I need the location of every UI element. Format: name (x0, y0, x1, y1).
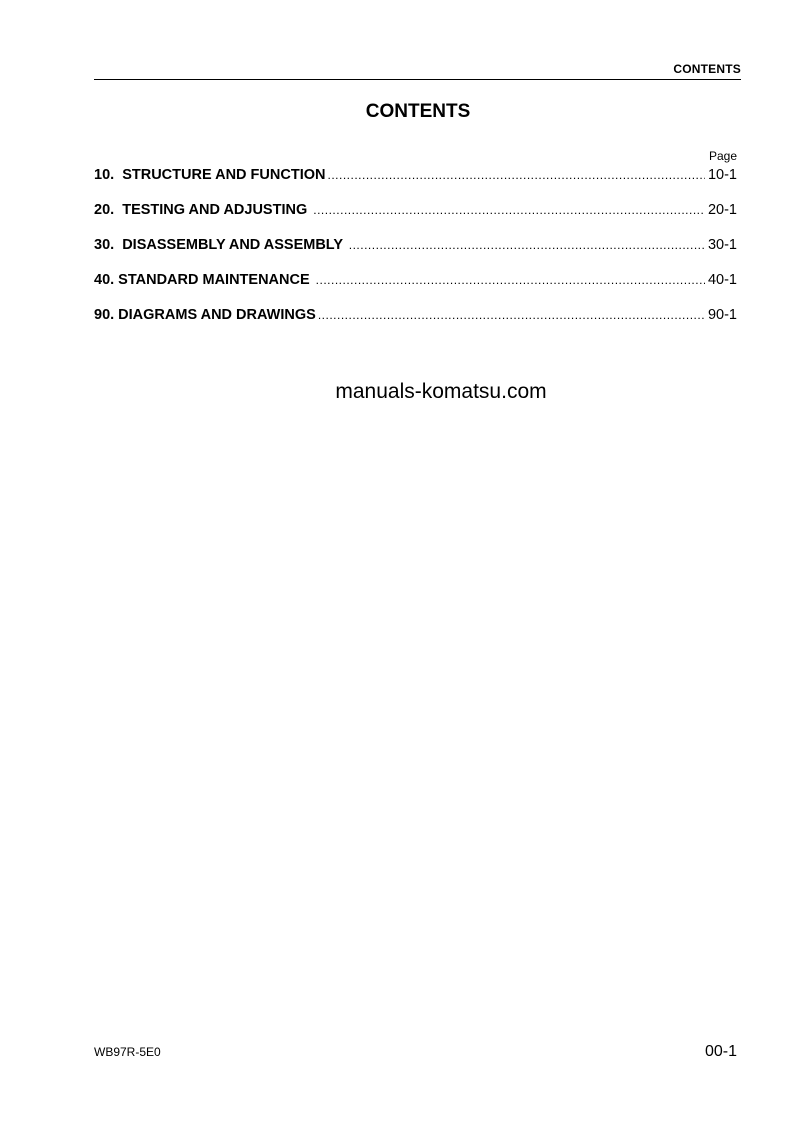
dot-leader (316, 273, 705, 287)
dot-leader (318, 308, 705, 322)
toc-entry-diagrams-and-drawings[interactable] (94, 307, 737, 342)
toc-entry-standard-maintenance[interactable] (94, 272, 737, 307)
toc-entry-title: 20. TESTING AND ADJUSTING (94, 202, 312, 218)
toc-entry-page: 20-1 (707, 202, 737, 218)
toc-entry-title: 40. STANDARD MAINTENANCE (94, 272, 314, 288)
dot-leader (327, 168, 704, 182)
toc-entry-testing-and-adjusting[interactable] (94, 202, 737, 237)
toc-entry-page: 30-1 (707, 237, 737, 253)
toc-entry-title: 10. STRUCTURE AND FUNCTION (94, 167, 326, 183)
toc-entry-page: 90-1 (707, 307, 737, 323)
footer-model-code: WB97R-5E0 (94, 1045, 161, 1059)
toc-entry-page: 10-1 (707, 167, 737, 183)
toc-entry-page: 40-1 (707, 272, 737, 288)
page-column-label: Page (708, 149, 737, 163)
running-header: CONTENTS (673, 62, 741, 76)
toc-entry-title: 30. DISASSEMBLY AND ASSEMBLY (94, 237, 347, 253)
toc-entry-disassembly-and-assembly[interactable] (94, 237, 737, 272)
toc-entry-title: 90. DIAGRAMS AND DRAWINGS (94, 307, 316, 323)
dot-leader (313, 203, 705, 217)
footer-page-number: 00-1 (704, 1043, 737, 1060)
dot-leader (349, 238, 705, 252)
toc-entry-structure-and-function[interactable] (94, 167, 737, 202)
watermark-text: manuals-komatsu.com (335, 380, 547, 403)
page-title: CONTENTS (365, 101, 471, 122)
header-rule (94, 79, 741, 80)
table-of-contents (94, 167, 737, 342)
